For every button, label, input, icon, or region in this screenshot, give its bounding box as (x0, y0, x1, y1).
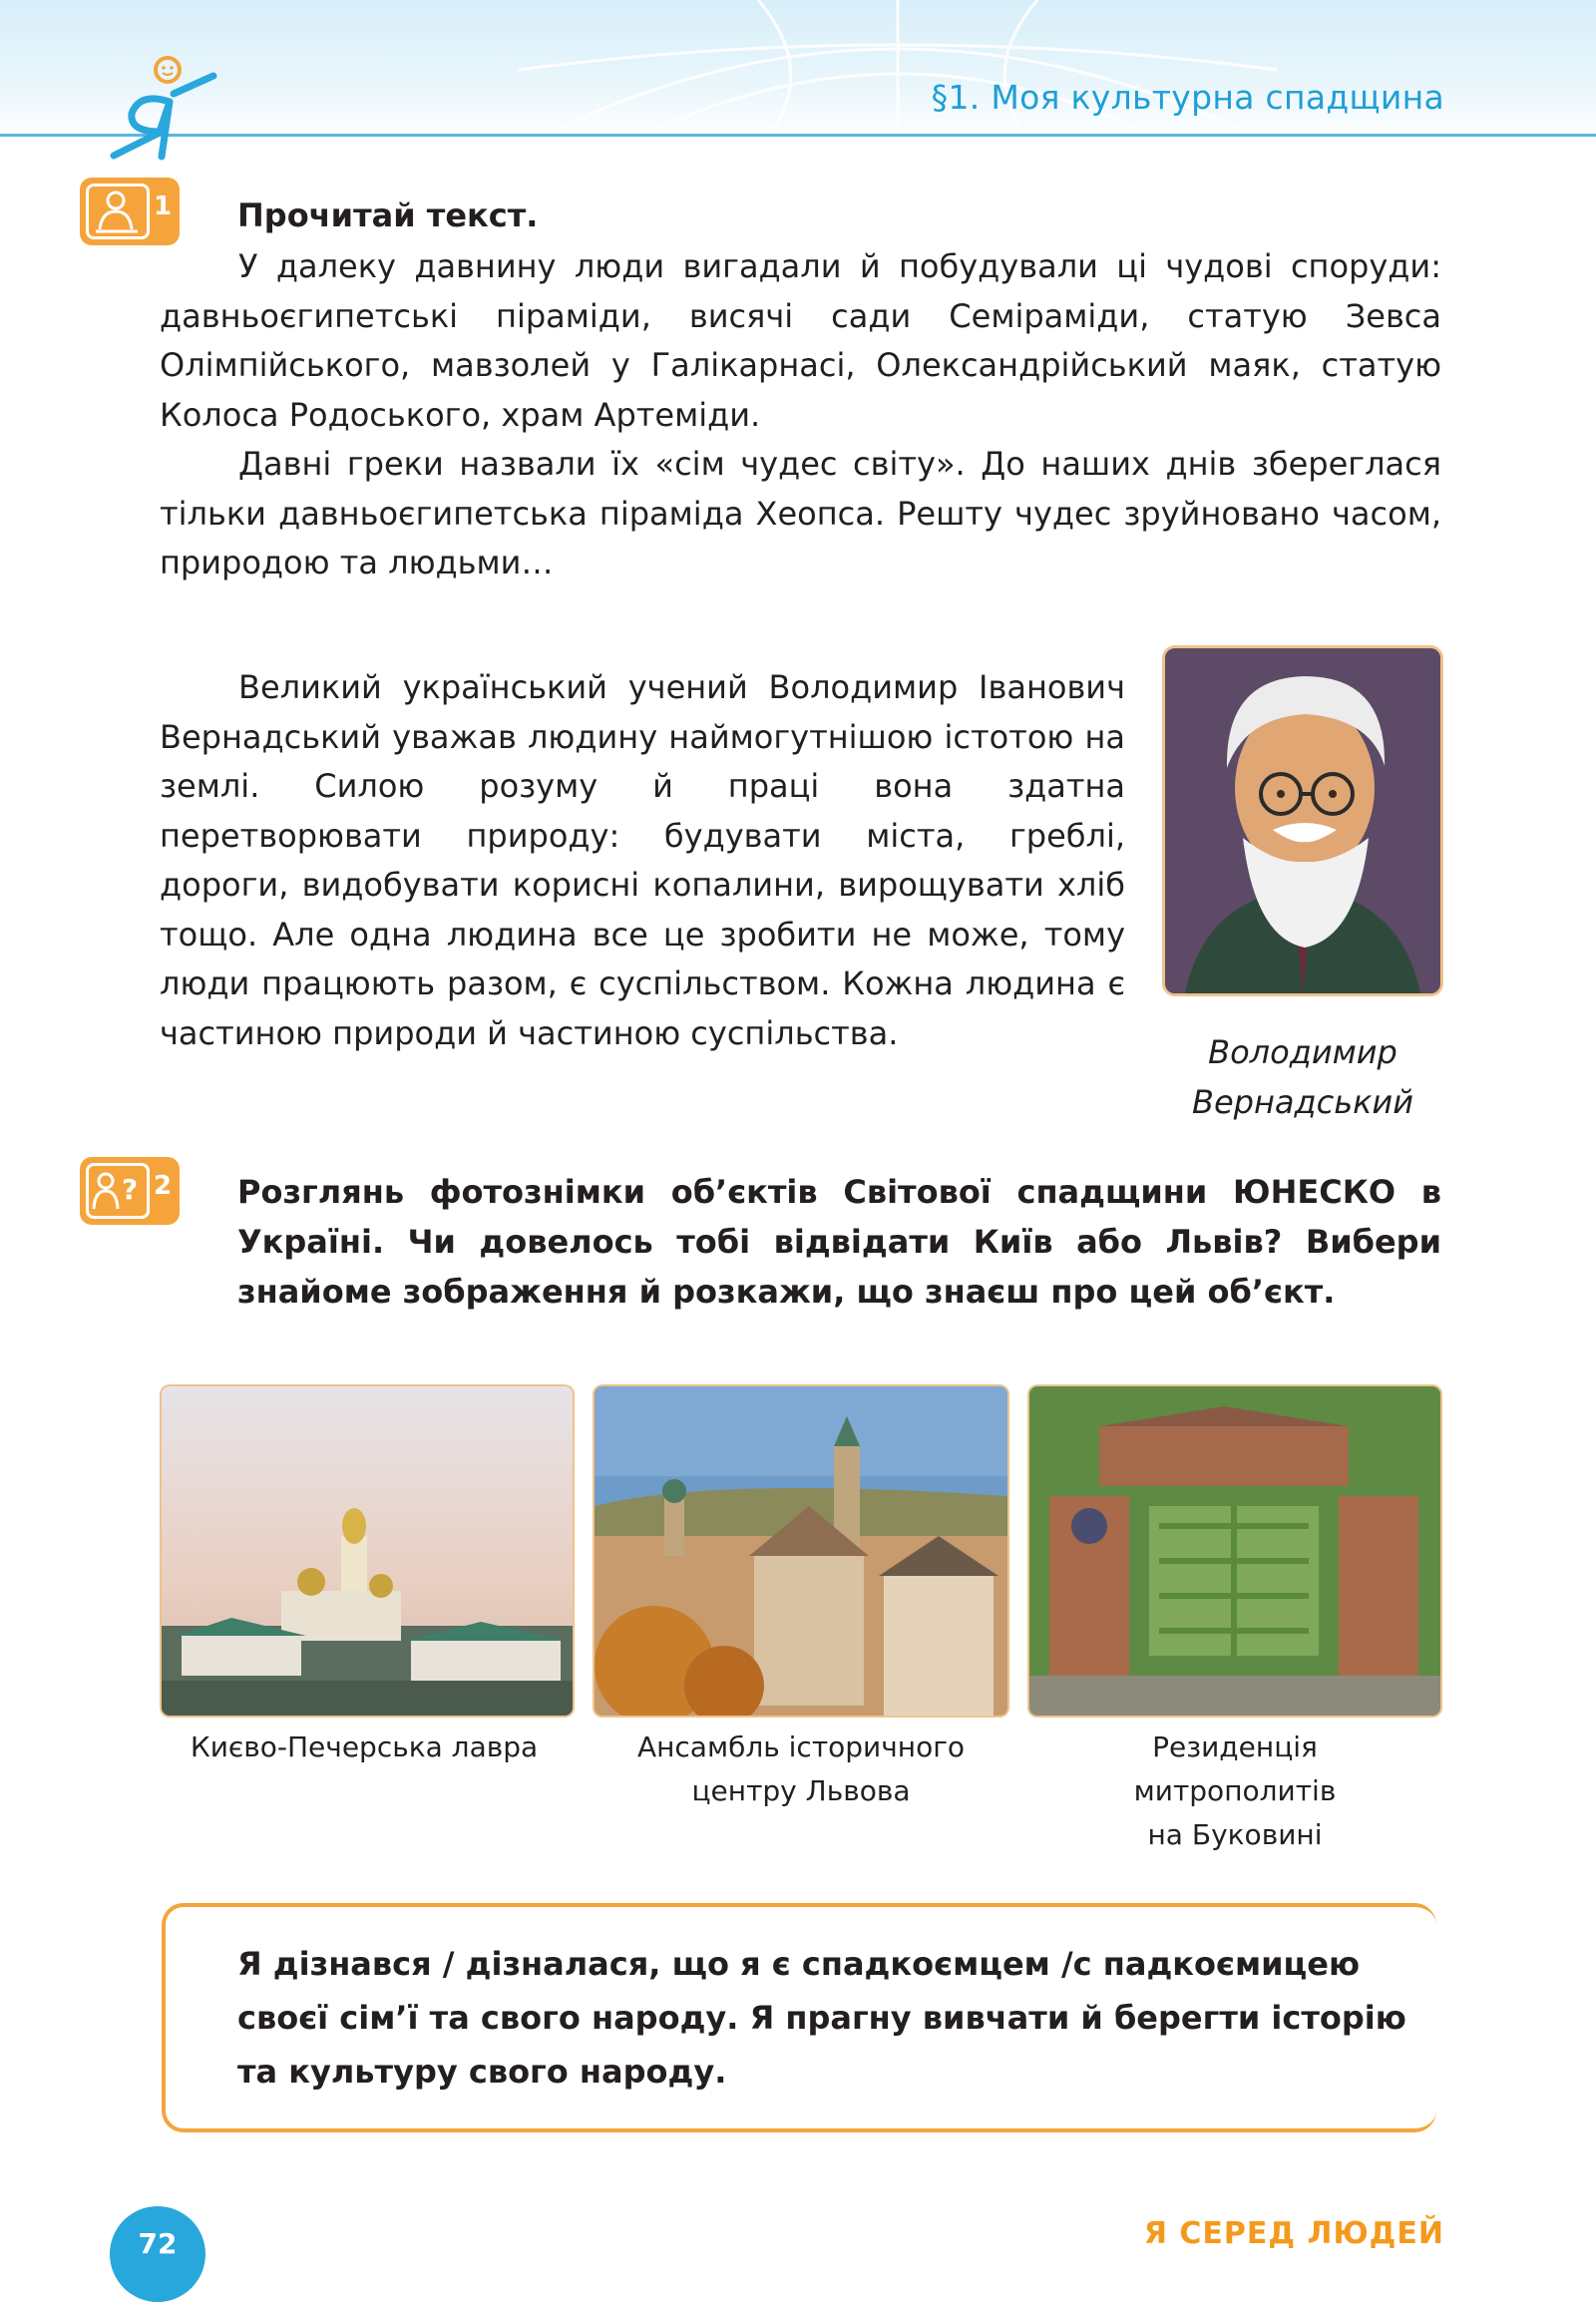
paragraph: Давні греки назвали їх «сім чудес світу». До наших днів збереглася тільки давньоєгипетська піраміда Хеопса. Решту чудес зруйновано часом, природою та людьми… (160, 445, 1441, 581)
task1-heading: Прочитай текст. (237, 196, 539, 234)
portrait-illustration (1165, 648, 1440, 993)
vernadsky-portrait (1165, 648, 1440, 993)
task2-heading: Розглянь фотознімки об’єктів Світової спадщини ЮНЕСКО в Україні. Чи довелось тобі відвідати Київ або Львів? Вибери знайоме зображення й розкажи, що знаєш про цей об’єкт. (237, 1173, 1441, 1311)
vernadsky-text-block (160, 663, 1125, 1058)
discussion-task-icon (80, 1157, 180, 1225)
lavra-illustration (162, 1386, 573, 1716)
book-section-title: Я СЕРЕД ЛЮДЕЙ (1143, 2216, 1444, 2251)
kyiv-pechersk-lavra-photo (162, 1386, 573, 1716)
portrait-caption (1165, 1027, 1440, 1127)
header-rule (0, 134, 1596, 137)
globe-lines-decoration (519, 0, 1277, 140)
caption-line: Володимир (1208, 1033, 1397, 1071)
section-title: §1. Моя культурна спадщина (931, 78, 1444, 117)
residence-illustration (1029, 1386, 1440, 1716)
svg-text:?: ? (122, 1173, 139, 1206)
page-number: 72 (110, 2206, 205, 2302)
reader-icon (94, 190, 142, 233)
caption-line: на Буковині (1147, 1818, 1323, 1851)
caption-line: центру Львова (691, 1774, 911, 1807)
lviv-historic-center-photo (595, 1386, 1007, 1716)
caption-line: Вернадський (1192, 1083, 1413, 1121)
caption-line: Києво-Печерська лавра (190, 1730, 539, 1763)
lviv-illustration (595, 1386, 1007, 1716)
summary-text: Я дізнався / дізналася, що я є спадкоємцем /с падкоємицею своєї сім’ї та свого народу. Я прагну вивчати й берегти історію та культуру свого народу. (237, 1945, 1406, 2091)
task1-text-block (160, 242, 1441, 588)
photo-caption-bukovina (1029, 1726, 1440, 1857)
paragraph: Великий український учений Володимир Іванович Вернадський уважав людину наймогутнішою істотою на землі. Силою розуму й праці вона здатна перетворювати природу: будувати міста, греблі, дороги, видобувати корисні копалини, вирощувати хліб тощо. Але одна людина все це зробити не може, тому люди працюють разом, є суспільством. Кожна людина є частиною природи й частиною суспільства. (160, 668, 1125, 1052)
task-number: 2 (153, 1171, 173, 1201)
bukovina-residence-photo (1029, 1386, 1440, 1716)
task-number: 1 (153, 192, 173, 221)
photo-caption-lviv (595, 1726, 1007, 1813)
ya-logo-icon (100, 52, 219, 162)
caption-line: Резиденція (1152, 1730, 1318, 1763)
caption-line: Ансамбль історичного (636, 1730, 966, 1763)
photo-caption-lavra (150, 1726, 579, 1769)
reading-task-icon (80, 178, 180, 245)
paragraph: У далеку давнину люди вигадали й побудували ці чудові споруди: давньоєгипетські піраміди, висячі сади Семіраміди, статую Зевса Олімпійського, мавзолей у Галікарнасі, Олександрійський маяк, статую Колоса Родоського, храм Артеміди. (160, 247, 1441, 434)
discussion-icon (92, 1169, 144, 1213)
caption-line: митрополитів (1133, 1774, 1337, 1807)
